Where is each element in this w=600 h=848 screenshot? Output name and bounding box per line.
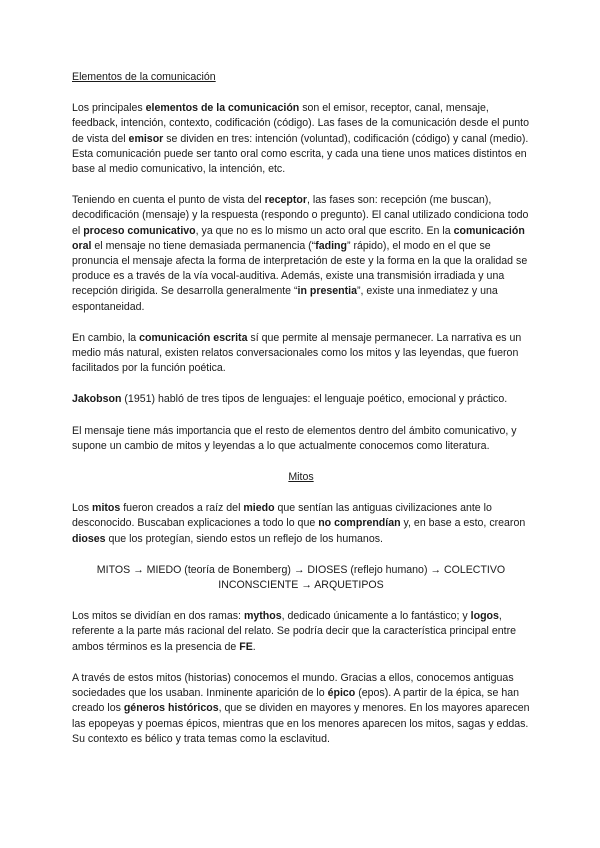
formula-line-2: INCONSCIENTE → ARQUETIPOS [218,579,384,592]
paragraph-jakobson: Jakobson (1951) habló de tres tipos de lenguajes: el lenguaje poético, emocional y práctico. [72,393,508,406]
bold-term: fading [315,239,347,252]
paragraph-elementos: Los principales elementos de la comunicación son el emisor, receptor, canal, mensaje, feedback, intención, contexto, codificación (código). Las fases de la comunicación desde el punto de vista del emisor se dividen en tres: intención (voluntad), codificación (código) y canal (medio). Esta comunicación puede ser tanto oral como escrita, y cada una tiene unos matices distintos en base al medio comunicativo, la intención, etc. [72,102,529,176]
bold-term: emisor [128,132,164,145]
bold-term: in presentia [297,285,358,298]
section-title-elementos: Elementos de la comunicación [72,71,216,83]
paragraph-mythos-logos: Los mitos se dividían en dos ramas: mythos, dedicado únicamente a lo fantástico; y logos, referente a la parte más racional del relato. Se podría decir que la característica principal entre ambos términos es la presencia de FE. [72,610,516,653]
paragraph-mitos: Los mitos fueron creados a raíz del miedo que sentían las antiguas civilizaciones ante lo desconocido. Buscaban explicaciones a todo lo que no comprendían y, en base a esto, crearon dioses que los protegían, siendo estos un reflejo de los humanos. [72,502,526,545]
formula-line-1: MITOS → MIEDO (teoría de Bonemberg) → DIOSES (reflejo humano) → COLECTIVO [96,563,506,576]
bold-term: FE [239,640,253,653]
bold-term: receptor [264,194,307,207]
paragraph-epica: A través de estos mitos (historias) conocemos el mundo. Gracias a ellos, conocemos antiguas sociedades que los usaban. Inminente aparición de lo épico (epos). A partir de la épica, se han creado los géneros históricos, que se dividen en mayores y menores. En los mayores aparecen las epopeyas y poemas épicos, mientras que en los menores aparecen los mitos, sagas y eddas. Su contexto es bélico y trata temas como la esclavitud. [72,671,530,745]
bold-term: comunicación oral [72,224,525,252]
bold-term: épico [327,687,356,700]
bold-term: mitos [92,502,121,515]
bold-term: géneros históricos [123,702,219,715]
bold-term: logos [470,610,499,623]
paragraph-mensaje: El mensaje tiene más importancia que el resto de elementos dentro del ámbito comunicativo, y supone un cambio de mitos y leyendas a lo que actualmente conocemos como literatura. [72,424,517,452]
mitos-formula [72,563,530,593]
paragraph-receptor: Teniendo en cuenta el punto de vista del receptor, las fases son: recepción (me buscan), decodificación (mensaje) y la respuesta (respondo o pregunto). El canal utilizado condiciona todo el proceso comunicativo, ya que no es lo mismo un acto oral que escrito. En la comunicación oral el mensaje no tiene demasiada permanencia (“fading” rápido), el modo en el que se pronuncia el mensaje afecta la forma de interpretación de este y la forma en la que la oralidad se produce es a través de la vía vocal-auditiva. Además, existe una transmisión irradiada y una recepción dirigida. Se desarrolla generalmente “in presentia”, existe una inmediatez y una espontaneidad. [72,194,529,313]
bold-term: comunicación escrita [139,331,248,344]
bold-term: dioses [72,532,106,545]
bold-term: elementos de la comunicación [145,102,300,115]
bold-term: Jakobson [72,393,122,406]
bold-term: mythos [243,610,282,623]
section-title-mitos: Mitos [288,471,314,484]
bold-term: no comprendían [318,517,401,530]
paragraph-comunicacion-escrita: En cambio, la comunicación escrita sí que permite al mensaje permanecer. La narrativa es un medio más natural, existen relatos conversacionales como los mitos y las leyendas, que fueron facilitados por la función poética. [72,331,522,375]
bold-term: proceso comunicativo [83,224,196,237]
bold-term: miedo [243,502,275,515]
document-body [72,70,530,763]
